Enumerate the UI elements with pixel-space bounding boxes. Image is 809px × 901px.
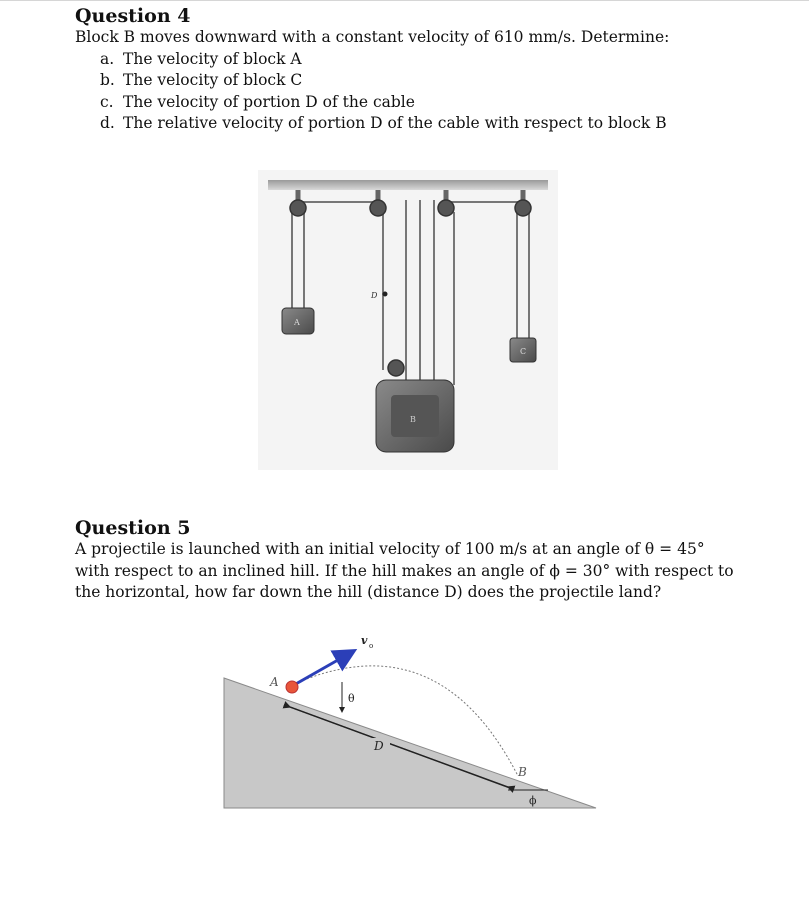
question-4-list [75,49,775,135]
question-5-line-3: the horizontal, how far down the hill (distance D) does the projectile land? [75,583,662,601]
question-5-line-2: with respect to an inclined hill. If the hill makes an angle of ϕ = 30° with respect to [75,561,734,580]
pulley-system-figure [258,170,558,470]
question-5-line-1: A projectile is launched with an initial velocity of 100 m/s at an angle of θ = 45° [75,540,705,558]
list-item: b. The velocity of block C [100,71,303,89]
question-5-title: Question 5 [75,517,191,539]
inclined-hill [224,678,596,808]
top-rule [0,0,809,1]
label-theta: θ [348,692,355,705]
list-item: c. The velocity of portion D of the cable [100,92,415,111]
launch-point [286,681,298,693]
label-v-subscript: o [369,642,374,650]
label-v: v [361,634,368,647]
ceiling [268,180,548,190]
label-B: B [410,415,416,424]
label-C: C [520,347,527,356]
label-B: B [518,765,527,779]
list-item: a. The velocity of block A [100,49,302,68]
list-item: d. The relative velocity of portion D of the cable with respect to block B [100,114,667,132]
question-4 [75,5,775,135]
label-A: A [270,675,279,689]
point-D [383,292,388,297]
label-D: D [371,291,378,300]
question-5 [75,517,775,604]
label-phi: ϕ [529,794,537,807]
label-A: A [294,318,300,327]
projectile-figure [218,630,603,815]
question-4-intro: Block B moves downward with a constant velocity of 610 mm/s. Determine: [75,28,670,46]
question-4-title: Question 4 [75,5,191,27]
label-D: D [374,739,384,753]
